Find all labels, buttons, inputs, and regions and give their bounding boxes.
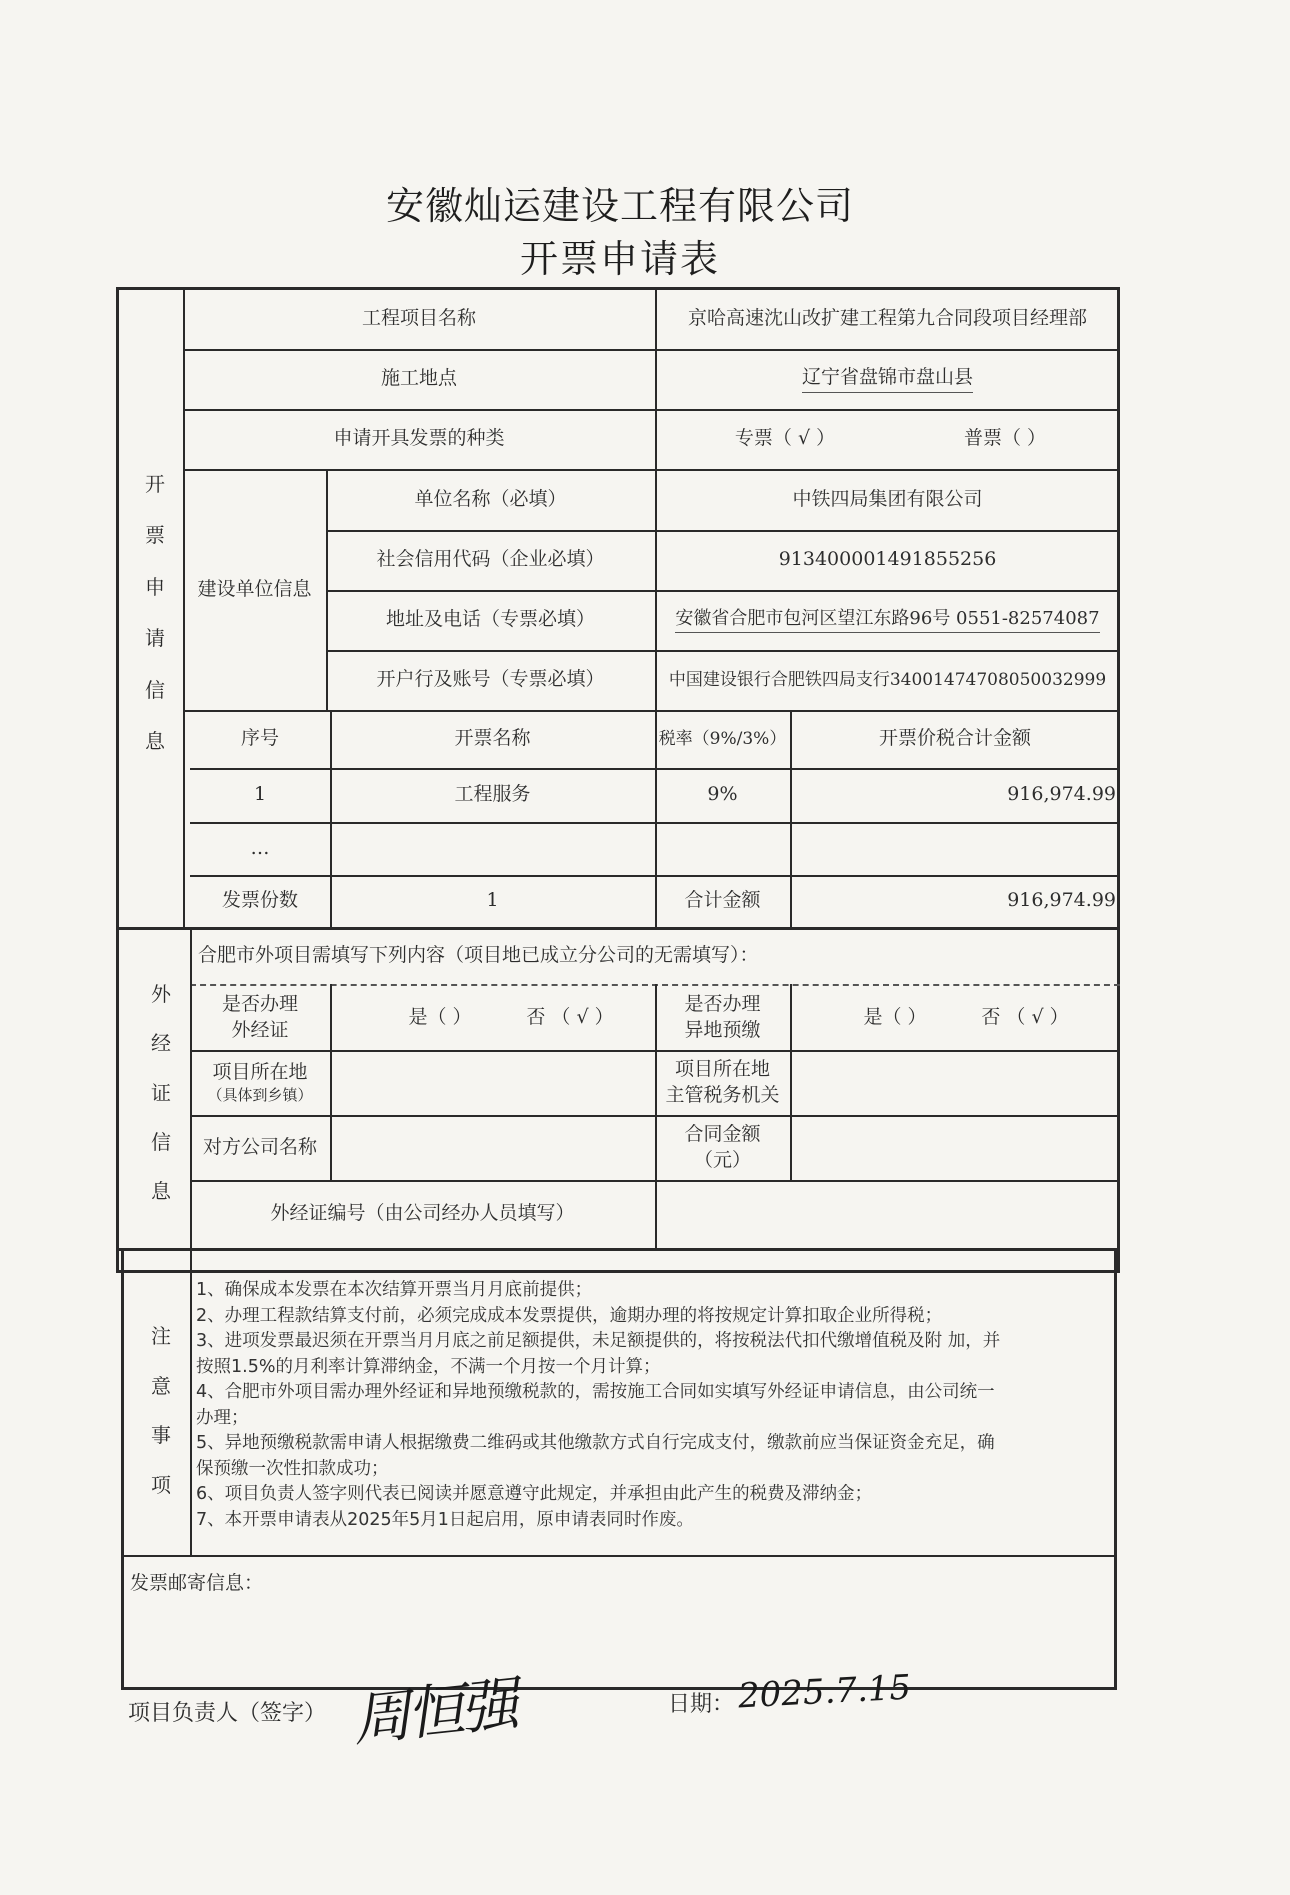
note-line: 6、项目负责人签字则代表已阅读并愿意遵守此规定，并承担由此产生的税费及滞纳金； (196, 1484, 873, 1504)
note-line: 办理； (196, 1407, 249, 1428)
section-application-label: 开 票 申 请 信 息 (145, 472, 165, 753)
site-value: 辽宁省盘锦市盘山县 (655, 349, 1120, 409)
project-name-value: 京哈高速沈山改扩建工程第九合同段项目经理部 (687, 307, 1087, 330)
unit-name-label: 单位名称（必填） (414, 487, 567, 510)
section-notes-label: 注 意 事 项 (151, 1324, 171, 1497)
contract-amount-label: 合同金额 （元） (684, 1122, 761, 1171)
special-invoice-option: 专票（ √ ） (734, 427, 836, 450)
note-line: 保预缴一次性扣款成功； (196, 1458, 389, 1479)
date-label: 日期： (668, 1692, 735, 1717)
table-row-2-seq: … (250, 836, 270, 859)
invoice-count-value: 1 (486, 889, 499, 912)
section-permit-label: 外 经 证 信 息 (151, 982, 171, 1203)
note-line: 4、合肥市外项目需办理外经证和异地预缴税款的，需按施工合同如实填写外经证申请信息，由公司统一 (196, 1382, 995, 1402)
handwritten-signature: 周恒强 (349, 1669, 518, 1755)
table-row-1-seq: 1 (253, 783, 267, 806)
note-line: 按照1.5%的月利率计算滞纳金，不满一个月按一个月计算； (196, 1356, 661, 1377)
note-line: 2、办理工程款结算支付前，必须完成成本发票提供，逾期办理的将按规定计算扣取企业所得税； (196, 1305, 943, 1326)
note-line: 5、异地预缴税款需申请人根据缴费二维码或其他缴款方式自行完成支付，缴款前应当保证资金充足，确 (196, 1433, 995, 1453)
normal-invoice-option: 普票（ ） (963, 427, 1047, 450)
mailing-info-label: 发票邮寄信息： (130, 1572, 264, 1594)
permit-question-label: 是否办理 外经证 (221, 993, 298, 1041)
item-name-header: 开票名称 (454, 727, 531, 750)
invoice-type-label: 申请开具发票的种类 (333, 427, 505, 450)
site-label: 施工地点 (380, 367, 457, 390)
note-line: 7、本开票申请表从2025年5月1日起启用，原申请表同时作废。 (196, 1509, 694, 1530)
amount-header: 开票价税合计金额 (878, 727, 1031, 750)
seq-header: 序号 (240, 727, 279, 750)
table-row-2-name (330, 822, 655, 875)
permit-no-option: 否 （ √ ） (526, 1006, 614, 1029)
note-line: 3、进项发票最迟须在开票当月月底之前足额提供，未足额提供的，将按税法代扣代缴增值税及附 加，并 (196, 1331, 1001, 1351)
table-row-1-rate: 9% (707, 783, 738, 806)
tax-office-label: 项目所在地 主管税务机关 (665, 1057, 780, 1106)
project-name-label: 工程项目名称 (361, 307, 476, 330)
form-title: 开票申请表 (519, 237, 720, 281)
permit-intro: 合肥市外项目需填写下列内容（项目地已成立分公司的无需填写）： (198, 944, 759, 967)
credit-code-label: 社会信用代码（企业必填） (376, 548, 605, 571)
invoice-count-label: 发票份数 (221, 889, 298, 912)
address-label: 地址及电话（专票必填） (385, 608, 595, 631)
prepay-yes-option: 是（ ） (863, 1006, 927, 1029)
total-label: 合计金额 (684, 889, 761, 912)
unit-name-value: 中铁四局集团有限公司 (792, 487, 983, 510)
table-row-1-amount: 916,974.99 (1007, 783, 1116, 806)
total-value: 916,974.99 (1007, 889, 1116, 912)
table-row-2-rate (655, 822, 790, 875)
builder-info-label: 建设单位信息 (197, 577, 312, 600)
counterparty-label: 对方公司名称 (202, 1135, 317, 1158)
prepay-question-label: 是否办理 异地预缴 (684, 993, 761, 1041)
address-value: 安徽省合肥市包河区望江东路96号 0551-82574087 (655, 590, 1120, 650)
note-line: 1、确保成本发票在本次结算开票当月月底前提供； (196, 1280, 593, 1300)
permit-number-label: 外经证编号（由公司经办人员填写） (270, 1202, 575, 1225)
tax-rate-header: 税率（9%/3%） (658, 728, 787, 749)
permit-yes-option: 是（ ） (408, 1006, 472, 1029)
credit-code-value: 913400001491855256 (778, 548, 997, 571)
notes-list (196, 1278, 1096, 1533)
prepay-no-option: 否 （ √ ） (981, 1006, 1069, 1029)
table-row-1-name: 工程服务 (454, 783, 531, 806)
signature-label: 项目负责人（签字） (128, 1701, 327, 1726)
bank-label: 开户行及账号（专票必填） (376, 668, 605, 691)
company-title: 安徽灿运建设工程有限公司 (385, 184, 854, 228)
bank-value: 中国建设银行合肥铁四局支行34001474708050032999 (668, 669, 1107, 690)
table-row-2-amount (790, 822, 1120, 875)
handwritten-date: 2025.7.15 (737, 1667, 912, 1717)
project-location-label: 项目所在地 （具体到乡镇） (207, 1060, 313, 1105)
